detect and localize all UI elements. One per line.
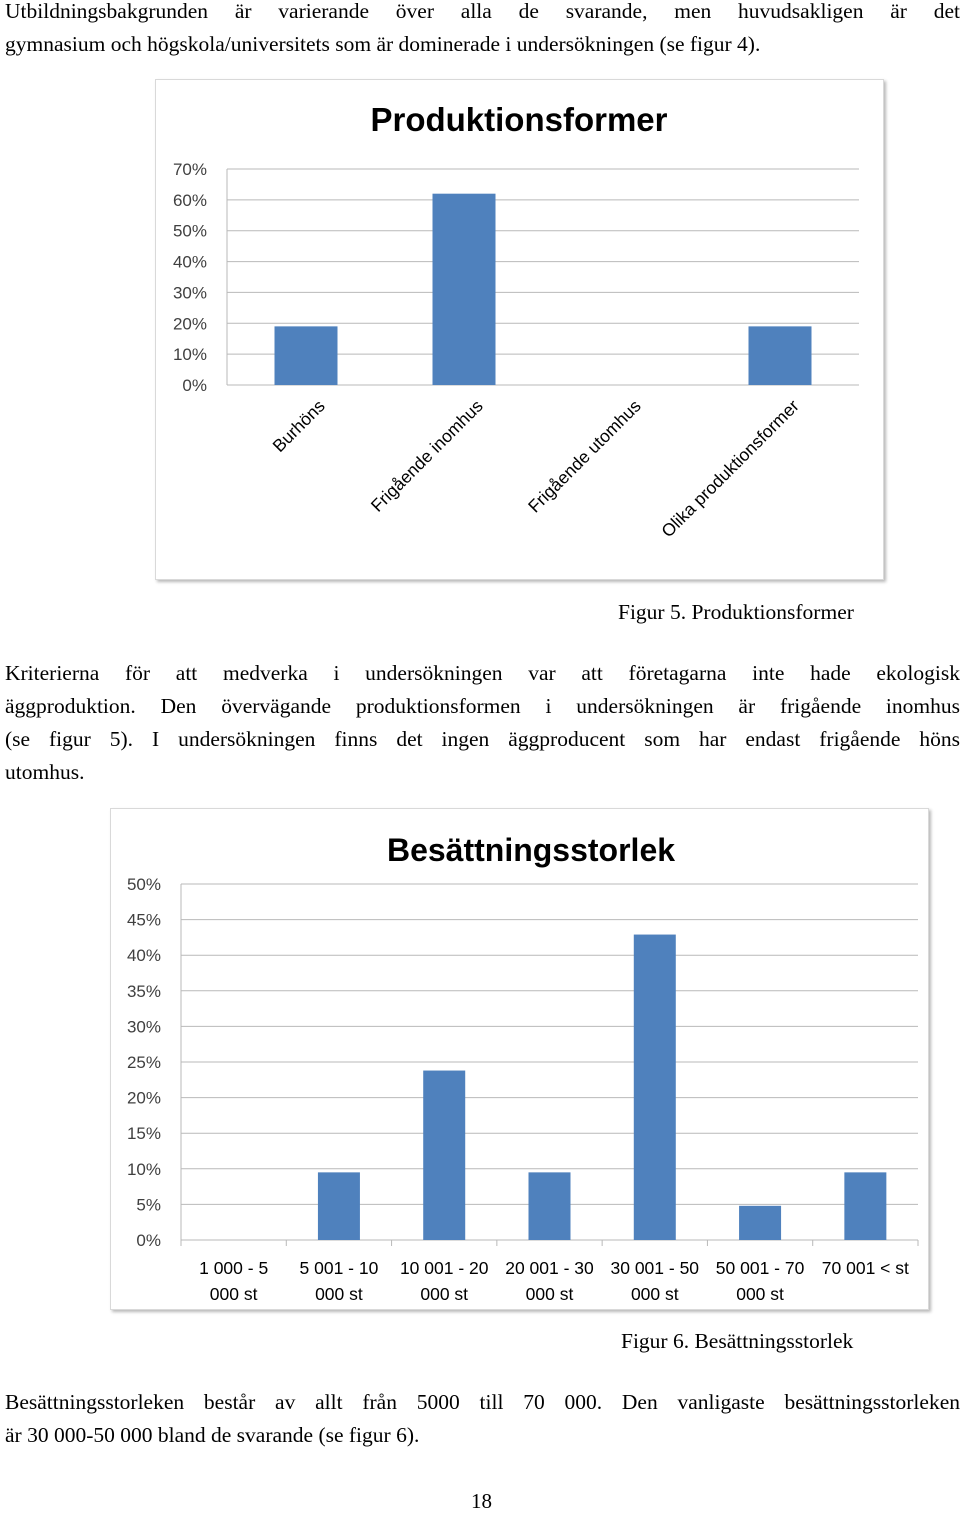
figure-6-caption: Figur 6. Besättningsstorlek <box>621 1329 854 1353</box>
bar <box>739 1206 781 1240</box>
paragraph-education <box>5 0 960 61</box>
x-tick-label: 000 st <box>525 1284 574 1304</box>
x-tick-label: 30 001 - 50 <box>610 1258 700 1278</box>
text-line: utomhus. <box>5 760 85 784</box>
bar <box>423 1071 465 1240</box>
text-line: (se figur 5). I undersökningen finns det ingen äggproducent som har endast frigående höns <box>5 727 960 751</box>
paragraph-herd-size <box>5 1386 960 1452</box>
y-tick-label: 50% <box>172 221 207 241</box>
chart-produktionsformer <box>155 79 884 580</box>
x-tick-label: 20 001 - 30 <box>505 1258 594 1278</box>
bar <box>433 194 496 385</box>
x-tick-label: Frigående inomhus <box>366 395 487 516</box>
y-tick-label: 20% <box>126 1088 161 1108</box>
chart-title: Produktionsformer <box>370 101 668 138</box>
x-tick-label: Frigående utomhus <box>524 395 645 517</box>
y-tick-label: 35% <box>126 981 161 1001</box>
x-tick-label: 000 st <box>736 1284 784 1304</box>
bar <box>634 935 676 1240</box>
y-tick-label: 70% <box>172 160 207 179</box>
bar <box>529 1172 571 1240</box>
y-tick-label: 40% <box>126 946 161 966</box>
text-line: gymnasium och högskola/universitets som är dominerade i undersökningen (se figur 4). <box>5 32 761 56</box>
chart-title: Besättningsstorlek <box>386 832 676 868</box>
page-number: 18 <box>471 1489 492 1513</box>
x-tick-label: 50 001 - 70 <box>715 1258 805 1278</box>
x-tick-label: Burhöns <box>268 395 329 456</box>
y-tick-label: 15% <box>126 1124 161 1144</box>
y-tick-label: 45% <box>126 910 161 930</box>
x-tick-label: 000 st <box>630 1284 679 1304</box>
y-tick-label: 60% <box>172 190 207 210</box>
chart-besattningsstorlek <box>110 808 929 1310</box>
text-line: Besättningsstorleken består av allt från 5000 till 70 000. Den vanligaste besättningsstorleken <box>5 1390 960 1414</box>
x-tick-label: 70 001 < st <box>821 1258 909 1278</box>
bar <box>318 1172 360 1240</box>
x-tick-label: 000 st <box>315 1284 363 1304</box>
paragraph-production <box>5 657 960 789</box>
text-line: Kriterierna för att medverka i undersökningen var att företagarna inte hade ekologisk <box>5 661 960 685</box>
y-tick-label: 20% <box>172 314 207 334</box>
y-tick-label: 0% <box>136 1231 161 1250</box>
text-line: äggproduktion. Den övervägande produktionsformen i undersökningen är frigående inomhus <box>5 694 960 718</box>
produktionsformer-chart-svg <box>156 80 883 579</box>
x-tick-label: 1 000 - 5 <box>199 1258 269 1278</box>
x-tick-label: 000 st <box>420 1284 469 1304</box>
x-tick-label: Olika produktionsformer <box>657 395 803 542</box>
y-tick-label: 10% <box>172 345 207 365</box>
y-tick-label: 50% <box>126 875 161 894</box>
text-line: Utbildningsbakgrunden är varierande över alla de svarande, men huvudsakligen är det <box>5 0 960 23</box>
x-tick-label: 000 st <box>209 1284 258 1304</box>
besattningsstorlek-chart-svg <box>111 809 928 1309</box>
y-tick-label: 10% <box>126 1159 161 1179</box>
y-tick-label: 25% <box>126 1053 161 1072</box>
x-tick-label: 10 001 - 20 <box>399 1258 489 1278</box>
bar <box>844 1172 886 1240</box>
y-tick-label: 30% <box>172 283 207 303</box>
figure-5-caption: Figur 5. Produktionsformer <box>618 600 854 624</box>
bar <box>749 326 812 385</box>
text-line: är 30 000-50 000 bland de svarande (se figur 6). <box>5 1423 420 1447</box>
bar <box>275 326 338 385</box>
y-tick-label: 5% <box>136 1195 161 1215</box>
y-tick-label: 0% <box>182 376 207 395</box>
x-tick-label: 5 001 - 10 <box>299 1258 379 1278</box>
y-tick-label: 30% <box>126 1017 161 1037</box>
y-tick-label: 40% <box>172 252 207 272</box>
